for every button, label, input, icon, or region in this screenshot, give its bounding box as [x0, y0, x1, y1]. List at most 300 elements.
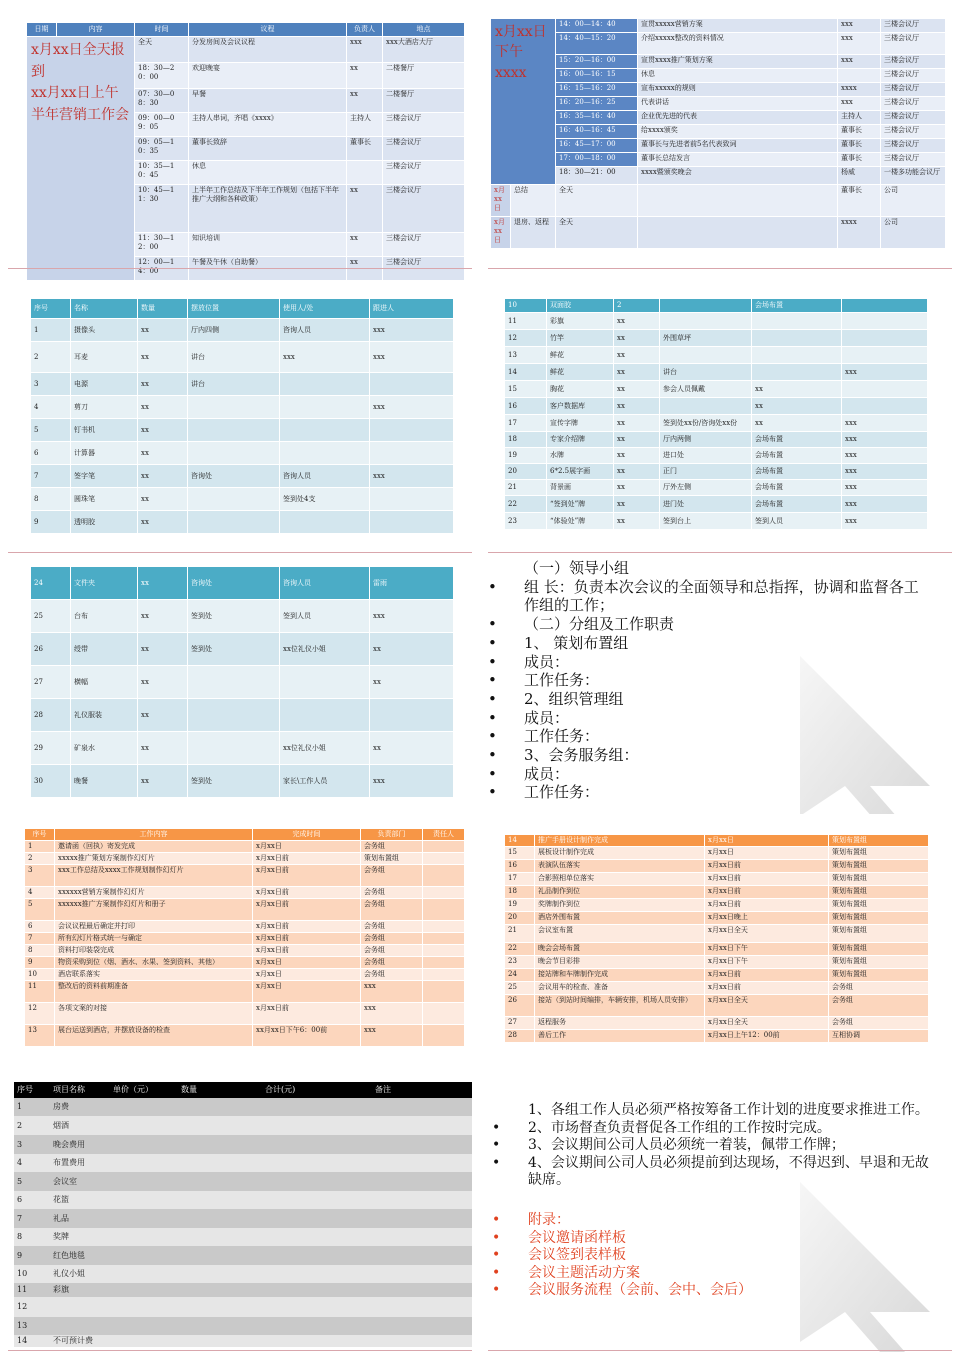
table-cell: 29 [31, 732, 71, 765]
table-cell: 企业优先进的代表 [638, 111, 838, 125]
table-cell [110, 1191, 178, 1209]
table-cell: xxx [361, 1002, 423, 1024]
table-cell [423, 932, 465, 944]
table-cell: 策划布置组 [829, 873, 929, 886]
table-row [14, 1116, 472, 1135]
table-cell: xx [370, 633, 454, 666]
table-cell: 5 [14, 1172, 50, 1191]
table-cell: 宣贯xxxxx营销方案 [638, 19, 838, 33]
table-cell: 二楼餐厅 [383, 63, 465, 89]
equipment-table-1 [30, 298, 454, 534]
table-cell: 三楼会议厅 [881, 69, 946, 83]
table-cell: xxx大酒店大厅 [383, 37, 465, 63]
table-cell [372, 1116, 472, 1135]
table-row [14, 1135, 472, 1154]
table-row [505, 860, 929, 873]
line-text: 成员： [524, 652, 570, 671]
table-row [14, 1228, 472, 1246]
table-cell [110, 1209, 178, 1228]
table-cell: 9 [25, 956, 55, 968]
table-cell [188, 488, 280, 511]
table-cell: 16 [505, 398, 547, 415]
table-cell [110, 1135, 178, 1154]
table-cell: xx [347, 185, 383, 233]
text-line [488, 708, 926, 728]
table-cell: 13 [505, 347, 547, 364]
table-row [14, 1297, 472, 1317]
table-cell: xxx [370, 342, 454, 373]
slide-tasks-1 [0, 814, 480, 1084]
table-cell: 董事长与先进者前5名代表致词 [638, 139, 838, 153]
table-cell: 主持人串词，齐唱《xxxx》 [189, 113, 347, 137]
table-row [25, 932, 465, 944]
table-cell [178, 1335, 262, 1347]
table-cell: 宣传字牌 [547, 415, 614, 432]
table-cell: 布置费用 [50, 1154, 110, 1172]
table-cell: 彩旗 [50, 1283, 110, 1297]
table-cell: 礼品制作到位 [535, 886, 705, 899]
table-cell [280, 442, 370, 465]
table-row [14, 1191, 472, 1209]
table-cell: 会务组 [361, 944, 423, 956]
table-cell: 摄像头 [71, 319, 138, 342]
table-cell [110, 1297, 178, 1317]
table-cell: 策划布置组 [829, 847, 929, 860]
table-cell: 4 [14, 1154, 50, 1172]
table-cell: 3 [31, 373, 71, 396]
column-header: 10 [505, 299, 547, 313]
table-cell: 咨询人员 [280, 465, 370, 488]
table-cell [262, 1228, 372, 1246]
column-header: 策划布置组 [829, 835, 929, 847]
table-cell [280, 419, 370, 442]
table-row [505, 415, 928, 432]
table-cell [842, 398, 928, 415]
table-cell: 不可预计费 [50, 1335, 110, 1347]
table-cell [178, 1098, 262, 1116]
table-row [14, 1154, 472, 1172]
column-header: 咨询处 [188, 567, 280, 600]
table-cell [423, 956, 465, 968]
table-cell: 5 [25, 898, 55, 920]
table-cell [262, 1135, 372, 1154]
table-cell: 23 [505, 513, 547, 530]
table-cell: 10：35—10：45 [135, 161, 189, 185]
table-cell [842, 330, 928, 347]
table-cell: 三楼会议厅 [383, 113, 465, 137]
table-cell: “体验处”牌 [547, 513, 614, 530]
table-row [505, 496, 928, 513]
table-cell: xx月xx日下午6：00前 [253, 1024, 361, 1046]
table-cell [178, 1191, 262, 1209]
table-cell [423, 898, 465, 920]
table-cell [110, 1172, 178, 1191]
table-row [491, 83, 946, 97]
text-line [488, 652, 926, 672]
task-table-2 [504, 834, 929, 1043]
table-cell: 20 [505, 464, 547, 480]
table-cell: 三楼会议厅 [881, 111, 946, 125]
table-cell: 11 [505, 313, 547, 330]
table-cell: 咨询人员 [280, 319, 370, 342]
equipment-table-3 [30, 566, 454, 798]
table-cell: x月xx日前 [705, 886, 829, 899]
slide-tasks-2 [480, 814, 960, 1084]
table-cell: 礼品 [50, 1209, 110, 1228]
table-header-row [505, 835, 929, 847]
table-cell: 主持人 [838, 111, 881, 125]
table-cell [188, 419, 280, 442]
table-cell [638, 217, 838, 249]
table-cell [110, 1283, 178, 1297]
bullet-marker: • [488, 764, 497, 783]
table-cell: 宣贯xxxx推广策划方案 [638, 55, 838, 69]
slide-schedule-day1 [0, 0, 480, 275]
line-text: 会议签到表样板 [528, 1247, 626, 1263]
table-cell: 返程服务 [535, 1017, 705, 1030]
table-cell: 13 [25, 1024, 55, 1046]
table-cell: 晚会费用 [50, 1135, 110, 1154]
table-cell: 会场布置 [752, 448, 842, 464]
text-line [492, 1212, 930, 1230]
table-cell: xxx [370, 765, 454, 798]
table-cell [660, 313, 752, 330]
table-cell: 7 [25, 932, 55, 944]
table-cell: 22 [505, 943, 535, 956]
table-row [491, 153, 946, 167]
table-cell: x月xx日前 [705, 969, 829, 982]
table-cell: x月xx日前 [253, 920, 361, 932]
table-cell: 三楼会议厅 [881, 33, 946, 55]
table-cell: x月xx日 [253, 840, 361, 852]
text-line [488, 746, 926, 765]
table-cell: 礼仪小姐 [50, 1265, 110, 1283]
text-line [492, 1154, 930, 1190]
table-cell: 22 [505, 496, 547, 513]
table-cell: 策划布置组 [829, 925, 929, 943]
table-cell: 会务组 [361, 886, 423, 898]
table-cell: 鲜花 [547, 364, 614, 381]
table-cell: 邀请函（回执）寄发完成 [55, 840, 253, 852]
table-row [491, 19, 946, 33]
text-line [492, 1137, 930, 1155]
table-row [491, 217, 946, 249]
table-row [31, 319, 454, 342]
table-cell: x月xx日前 [253, 886, 361, 898]
column-header: 咨询人员 [280, 567, 370, 600]
column-header [842, 299, 928, 313]
table-cell: 彩旗 [547, 313, 614, 330]
column-header: 时间 [135, 23, 189, 37]
table-cell: 会务组 [361, 840, 423, 852]
table-cell [372, 1209, 472, 1228]
table-cell [660, 347, 752, 364]
table-cell: 1 [31, 319, 71, 342]
table-cell: 讲台 [660, 364, 752, 381]
table-cell: 午餐及午休（自助餐） [189, 257, 347, 281]
table-cell: xx [614, 398, 660, 415]
table-cell: 9 [31, 511, 71, 534]
table-row [505, 381, 928, 398]
table-cell [188, 732, 280, 765]
line-text: 会议主题活动方案 [528, 1264, 640, 1281]
table-row [31, 488, 454, 511]
table-cell: xx [138, 488, 188, 511]
table-cell: 5 [31, 419, 71, 442]
table-cell: 展板设计制作完成 [535, 847, 705, 860]
table-cell: 厅内两侧 [660, 432, 752, 448]
table-cell: 全天 [556, 185, 638, 217]
column-header: 24 [31, 567, 71, 600]
table-row [31, 442, 454, 465]
column-header: 双面胶 [547, 299, 614, 313]
table-cell: 签到处 [188, 600, 280, 633]
table-cell: xx [138, 699, 188, 732]
table-cell [370, 419, 454, 442]
table-cell: x月xx日前 [253, 864, 361, 886]
table-cell: 会议室 [50, 1172, 110, 1191]
table-cell [280, 666, 370, 699]
table-cell: 整改后的资料前期准备 [55, 980, 253, 1002]
bullet-marker: • [492, 1154, 501, 1171]
table-cell: xxxxx推广策划方案制作幻灯片 [55, 852, 253, 864]
table-cell [262, 1335, 372, 1347]
table-cell [178, 1246, 262, 1265]
organization-text [488, 559, 926, 802]
column-header: 负责人 [347, 23, 383, 37]
line-text: （一）领导小组 [524, 559, 630, 577]
table-row [25, 944, 465, 956]
table-row [505, 873, 929, 886]
table-header-row [14, 1082, 472, 1098]
table-cell: 21 [505, 480, 547, 496]
table-cell: x月xx日 [705, 847, 829, 860]
table-cell [178, 1297, 262, 1317]
column-header [660, 299, 752, 313]
table-cell: 8 [14, 1228, 50, 1246]
table-cell: xxxx暨颁奖晚会 [638, 167, 838, 185]
table-cell: 签到处 [188, 765, 280, 798]
column-header: 工作内容 [55, 829, 253, 841]
table-cell [110, 1228, 178, 1246]
table-cell: xxx [842, 364, 928, 381]
text-line [488, 615, 926, 634]
table-cell: x月xx日 [253, 980, 361, 1002]
table-cell: 外围草坪 [660, 330, 752, 347]
table-cell: 签到人员 [752, 513, 842, 530]
column-header: 议程 [189, 23, 347, 37]
table-cell: 总结 [511, 185, 556, 217]
table-cell: 全天 [135, 37, 189, 63]
line-text: （二）分组及工作职责 [524, 615, 675, 634]
table-cell: 9 [14, 1246, 50, 1265]
table-cell: xx [614, 464, 660, 480]
table-row [25, 886, 465, 898]
table-cell [372, 1191, 472, 1209]
table-cell: 12 [505, 330, 547, 347]
table-cell: 耳麦 [71, 342, 138, 373]
table-cell: xxx [842, 464, 928, 480]
table-cell: 签到处 [188, 633, 280, 666]
table-cell: xx [138, 511, 188, 534]
table-cell: xx [614, 330, 660, 347]
table-cell: 6 [31, 442, 71, 465]
table-cell: 签到处xx份/咨询处xx份 [660, 415, 752, 432]
slide-equipment-2 [480, 284, 960, 554]
line-text: 3、会务服务组： [524, 746, 639, 765]
table-cell: 三楼会议厅 [383, 137, 465, 161]
table-cell [50, 1297, 110, 1317]
table-cell [423, 840, 465, 852]
table-cell [262, 1283, 372, 1297]
table-cell: 休息 [189, 161, 347, 185]
table-cell: 水牌 [547, 448, 614, 464]
table-cell: xx [614, 415, 660, 432]
table-cell [280, 396, 370, 419]
table-cell [370, 699, 454, 732]
column-header: xx [138, 567, 188, 600]
table-cell: 三楼会议厅 [383, 257, 465, 281]
table-cell: 策划布置组 [829, 899, 929, 912]
line-text: 工作任务： [524, 727, 600, 746]
table-cell [178, 1135, 262, 1154]
table-cell [262, 1317, 372, 1335]
table-cell: 鲜花 [547, 347, 614, 364]
column-header: 合计(元) [262, 1082, 372, 1098]
column-header: 雷雨 [370, 567, 454, 600]
table-cell [178, 1154, 262, 1172]
table-row [505, 886, 929, 899]
table-cell: 表演队伍落实 [535, 860, 705, 873]
table-cell [262, 1246, 372, 1265]
table-cell: 三楼会议厅 [881, 139, 946, 153]
schedule-table-day2 [490, 18, 946, 249]
table-cell: 会务组 [829, 982, 929, 995]
table-cell [752, 347, 842, 364]
table-header-row [25, 829, 465, 841]
table-cell: 一楼多功能会议厅 [881, 167, 946, 185]
table-cell: 策划布置组 [829, 943, 929, 956]
table-cell: 公司 [881, 185, 946, 217]
table-cell: xx [370, 666, 454, 699]
column-header: 序号 [25, 829, 55, 841]
column-header: 地点 [383, 23, 465, 37]
table-cell: 厅内四侧 [188, 319, 280, 342]
table-row [25, 920, 465, 932]
table-cell: xxx [838, 33, 881, 55]
table-cell [280, 373, 370, 396]
table-cell: x月xx日下午 [705, 956, 829, 969]
table-cell: 17：00—18：00 [556, 153, 638, 167]
table-cell: xx [614, 381, 660, 398]
table-cell: xxx [280, 342, 370, 373]
table-cell: 钉书机 [71, 419, 138, 442]
table-cell: xx [614, 364, 660, 381]
table-row [505, 943, 929, 956]
table-cell: 4 [25, 886, 55, 898]
table-cell [110, 1154, 178, 1172]
table-cell [262, 1191, 372, 1209]
table-row [505, 330, 928, 347]
slide-budget [0, 1082, 480, 1352]
text-line [488, 689, 926, 709]
text-line [506, 559, 926, 578]
table-cell [280, 511, 370, 534]
table-cell: 上半年工作总结及下半年工作规划（包括下半年推广大纲和各种政策） [189, 185, 347, 233]
table-cell: xxxx [838, 83, 881, 97]
table-cell [423, 920, 465, 932]
table-cell: 10：45—11：30 [135, 185, 189, 233]
column-header: 负责部门 [361, 829, 423, 841]
table-cell: 16：35—16：40 [556, 111, 638, 125]
text-line [510, 1102, 930, 1120]
table-cell: 17 [505, 415, 547, 432]
slide-organization [480, 556, 960, 826]
table-cell [110, 1317, 178, 1335]
line-text: 工作任务： [524, 783, 600, 802]
table-cell: 董事长 [838, 139, 881, 153]
table-header-row [31, 299, 454, 319]
date-cell: x月xx日 [491, 217, 511, 249]
table-cell: 8 [31, 488, 71, 511]
table-cell: xx [614, 496, 660, 513]
table-row [25, 1002, 465, 1024]
text-line [492, 1247, 930, 1265]
table-cell: 26 [505, 995, 535, 1017]
column-header: 责任人 [423, 829, 465, 841]
table-row [31, 419, 454, 442]
table-cell [372, 1283, 472, 1297]
table-cell: 退房、返程 [511, 217, 556, 249]
table-cell [370, 373, 454, 396]
requirements-text [492, 1102, 930, 1190]
table-row [14, 1246, 472, 1265]
table-cell: 展台运送到酒店，并摆放设备的检查 [55, 1024, 253, 1046]
table-cell: xx [138, 666, 188, 699]
schedule-table-day1 [26, 22, 465, 281]
bullet-marker: • [488, 708, 497, 727]
table-row [31, 396, 454, 419]
table-cell: 21 [505, 925, 535, 943]
table-cell: 27 [31, 666, 71, 699]
table-cell: 圆珠笔 [71, 488, 138, 511]
bullet-marker: • [488, 577, 497, 596]
table-cell: 三楼会议厅 [881, 153, 946, 167]
table-row [25, 956, 465, 968]
bullet-marker: • [488, 615, 497, 634]
table-cell: xxx [838, 19, 881, 33]
table-cell [638, 185, 838, 217]
column-header: 数量 [178, 1082, 262, 1098]
table-cell: xx [138, 600, 188, 633]
table-cell: 会场布置 [752, 432, 842, 448]
table-cell: x月xx日前 [705, 899, 829, 912]
table-cell [372, 1265, 472, 1283]
table-row [25, 852, 465, 864]
table-cell: 26 [31, 633, 71, 666]
table-row [31, 633, 454, 666]
table-cell: x月xx日全天 [705, 1017, 829, 1030]
table-cell [372, 1335, 472, 1347]
table-cell [423, 864, 465, 886]
table-header-row [31, 567, 454, 600]
table-cell: xx [347, 63, 383, 89]
table-cell: 17 [505, 873, 535, 886]
table-cell: 竹竿 [547, 330, 614, 347]
table-cell: xx [614, 313, 660, 330]
table-cell [262, 1172, 372, 1191]
table-row [505, 347, 928, 364]
